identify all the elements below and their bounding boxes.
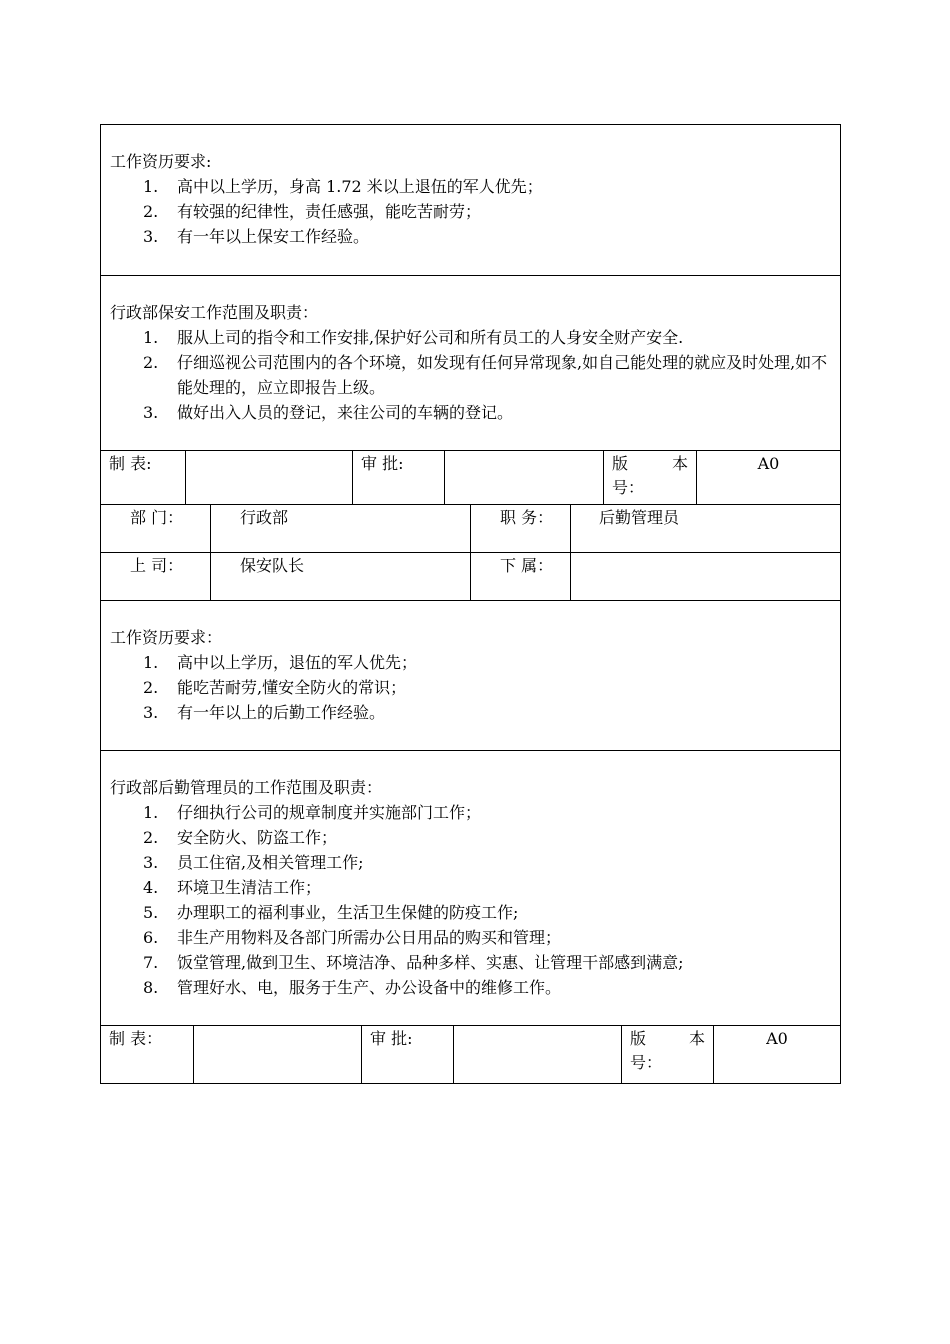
list-item: 3. 有一年以上的后勤工作经验。 xyxy=(143,703,386,722)
approved-by-label: 审 批: xyxy=(352,451,444,504)
position-value: 后勤管理员 xyxy=(570,505,840,552)
version-label: 版 本 号： xyxy=(621,1026,713,1083)
list-item: 2. 仔细巡视公司范围内的各个环境，如发现有任何异常现象,如自己能处理的就应及时处理,如不能处理的，应立即报告上级。 xyxy=(143,353,828,397)
section-title: 工作资历要求： xyxy=(110,628,223,647)
supervisor-label: 上 司： xyxy=(130,556,184,575)
list-item: 6. 非生产用物料及各部门所需办公日用品的购买和管理； xyxy=(143,928,562,947)
qualification-list xyxy=(110,174,832,249)
prepared-by-field[interactable] xyxy=(185,451,352,504)
supervisor-value: 保安队长 xyxy=(210,553,470,600)
section-title: 行政部后勤管理员的工作范围及职责： xyxy=(110,778,383,797)
logistics-signoff-row xyxy=(101,1026,840,1083)
version-value: A0 xyxy=(696,451,840,504)
approved-by-field[interactable] xyxy=(444,451,603,504)
security-duties-section xyxy=(101,276,840,451)
list-item: 3. 有一年以上保安工作经验。 xyxy=(143,227,370,246)
subordinate-label: 下 属： xyxy=(470,553,570,600)
subordinate-value xyxy=(570,553,840,600)
version-value: A0 xyxy=(713,1026,840,1083)
list-item: 1. 服从上司的指令和工作安排,保护好公司和所有员工的人身安全财产安全. xyxy=(143,328,684,347)
dept-label: 部 门： xyxy=(130,508,184,527)
prepared-by-label: 制 表： xyxy=(109,1029,163,1048)
list-item: 7. 饭堂管理,做到卫生、环境洁净、品种多样、实惠、让管理干部感到满意; xyxy=(143,953,684,972)
list-item: 3. 做好出入人员的登记，来往公司的车辆的登记。 xyxy=(143,403,514,422)
duty-list xyxy=(110,800,832,1000)
list-item: 5. 办理职工的福利事业，生活卫生保健的防疫工作; xyxy=(143,903,519,922)
approved-by-label: 审 批: xyxy=(361,1026,453,1083)
position-label: 职 务： xyxy=(470,505,570,552)
list-item: 1. 仔细执行公司的规章制度并实施部门工作； xyxy=(143,803,482,822)
logistics-supervisor-row xyxy=(101,553,840,601)
version-label: 版 本 号： xyxy=(603,451,696,504)
prepared-by-field[interactable] xyxy=(193,1026,361,1083)
prepared-by-label: 制 表: xyxy=(109,454,152,473)
job-description-form xyxy=(100,124,841,1084)
list-item: 4. 环境卫生清洁工作； xyxy=(143,878,322,897)
qualification-list xyxy=(110,650,832,725)
approved-by-field[interactable] xyxy=(453,1026,621,1083)
list-item: 1. 高中以上学历，身高 1.72 米以上退伍的军人优先； xyxy=(143,177,543,196)
logistics-qualifications-section xyxy=(101,601,840,751)
section-title: 行政部保安工作范围及职责： xyxy=(110,303,319,322)
duty-list xyxy=(110,325,832,425)
list-item: 8. 管理好水、电，服务于生产、办公设备中的维修工作。 xyxy=(143,978,562,997)
list-item: 2. 安全防火、防盗工作； xyxy=(143,828,338,847)
list-item: 2. 能吃苦耐劳,懂安全防火的常识； xyxy=(143,678,407,697)
security-signoff-row xyxy=(101,451,840,505)
list-item: 1. 高中以上学历，退伍的军人优先； xyxy=(143,653,418,672)
logistics-duties-section xyxy=(101,751,840,1026)
dept-value: 行政部 xyxy=(210,505,470,552)
list-item: 2. 有较强的纪律性，责任感强，能吃苦耐劳； xyxy=(143,202,482,221)
section-title: 工作资历要求: xyxy=(110,152,212,171)
logistics-dept-row xyxy=(101,505,840,553)
security-qualifications-section xyxy=(101,125,840,276)
list-item: 3. 员工住宿,及相关管理工作; xyxy=(143,853,364,872)
